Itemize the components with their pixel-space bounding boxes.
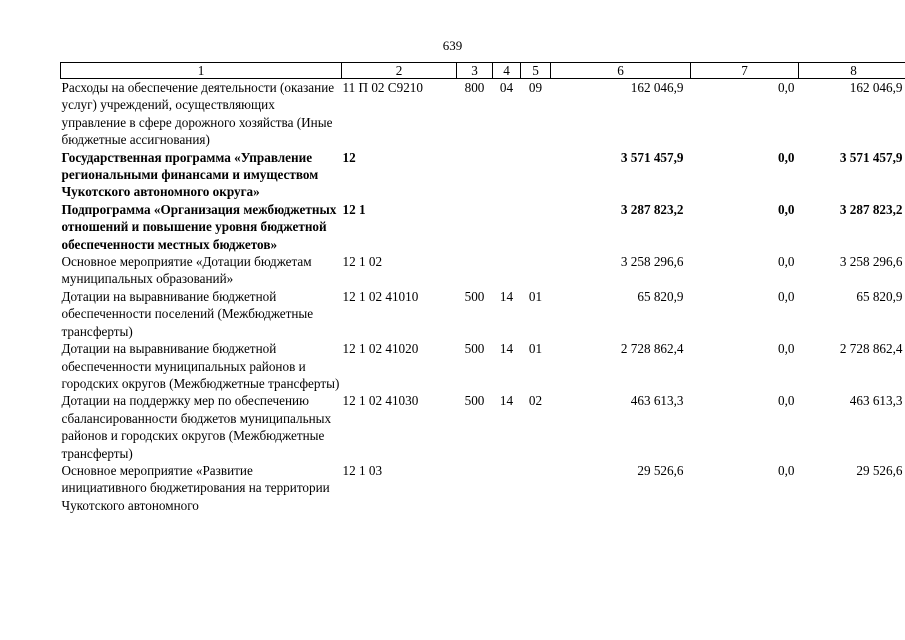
item-col-8: 3 287 823,2: [839, 201, 903, 217]
item-col-6: 3 287 823,2: [620, 201, 684, 217]
item-code: 12 1: [342, 201, 366, 217]
item-name: Подпрограмма «Организация межбюджетных отношений и повышение уровня бюджетной обеспеченности местных бюджетов»: [61, 201, 337, 252]
item-code: 12: [342, 149, 356, 165]
item-col-7: 0,0: [778, 341, 795, 357]
item-col-3: 800: [464, 80, 485, 95]
item-col-5: [521, 462, 551, 514]
header-row: [61, 63, 905, 79]
column-header-6: 6: [551, 63, 691, 79]
item-code: 12 1 03: [342, 462, 383, 478]
item-col-4: 14: [499, 341, 514, 357]
table-body: [61, 79, 905, 515]
item-col-4: [493, 201, 521, 253]
item-col-4: [493, 149, 521, 201]
column-header-5: 5: [521, 63, 551, 79]
table-header: [61, 63, 905, 79]
item-name: Расходы на обеспечение деятельности (оказание услуг) учреждений, осуществляющих управление в сфере дорожного хозяйства (Иные бюджетные ассигнования): [61, 80, 335, 148]
item-name: Дотации на выравнивание бюджетной обеспеченности муниципальных районов и городских округов (Межбюджетные трансферты): [61, 341, 340, 391]
item-col-8: 463 613,3: [849, 393, 903, 409]
item-col-3: [457, 149, 493, 201]
table-row: [61, 340, 905, 392]
item-col-4: 04: [499, 80, 514, 95]
column-header-8: 8: [799, 63, 905, 79]
column-header-7: 7: [691, 63, 799, 79]
item-col-3: 500: [464, 341, 485, 357]
item-col-6: 65 820,9: [637, 288, 684, 304]
item-col-3: [457, 201, 493, 253]
item-col-3: [457, 462, 493, 514]
item-col-5: 02: [528, 393, 543, 409]
item-col-6: 463 613,3: [630, 393, 684, 409]
item-col-7: 0,0: [778, 393, 795, 409]
item-col-8: 3 258 296,6: [839, 254, 903, 270]
item-code: 12 1 02 41020: [342, 341, 419, 357]
item-col-7: 0,0: [778, 462, 795, 478]
item-col-3: [457, 253, 493, 288]
item-name: Дотации на поддержку мер по обеспечению сбалансированности бюджетов муниципальных районов и городских округов (Межбюджетные трансферты): [61, 393, 332, 461]
item-col-3: 500: [464, 393, 485, 409]
item-col-6: 2 728 862,4: [620, 341, 684, 357]
table-row: [61, 201, 905, 253]
table-row: [61, 392, 905, 462]
table-row: [61, 288, 905, 340]
item-col-7: 0,0: [778, 201, 795, 217]
table-row: [61, 149, 905, 201]
item-code: 12 1 02: [342, 254, 383, 270]
item-name: Дотации на выравнивание бюджетной обеспеченности поселений (Межбюджетные трансферты): [61, 288, 314, 339]
column-header-1: 1: [61, 63, 342, 79]
item-col-4: 14: [499, 393, 514, 409]
item-col-7: 0,0: [778, 288, 795, 304]
item-col-8: 29 526,6: [856, 462, 903, 478]
page-number: 639: [442, 38, 463, 53]
item-code: 11 П 02 С9210: [342, 80, 423, 95]
item-col-6: 3 258 296,6: [620, 254, 684, 270]
column-header-3: 3: [457, 63, 493, 79]
item-code: 12 1 02 41010: [342, 288, 419, 304]
item-col-5: [521, 149, 551, 201]
table-row: [61, 253, 905, 288]
item-col-5: [521, 201, 551, 253]
item-code: 12 1 02 41030: [342, 393, 419, 409]
item-name: Основное мероприятие «Развитие инициативного бюджетирования на территории Чукотского автономного: [61, 462, 330, 513]
item-col-4: [493, 462, 521, 514]
budget-table: [60, 62, 905, 514]
item-col-4: [493, 253, 521, 288]
item-name: Государственная программа «Управление региональными финансами и имуществом Чукотского автономного округа»: [61, 149, 319, 200]
item-col-8: 65 820,9: [856, 288, 903, 304]
item-col-8: 162 046,9: [849, 80, 903, 95]
item-col-5: [521, 253, 551, 288]
item-col-8: 3 571 457,9: [839, 149, 903, 165]
item-col-3: 500: [464, 288, 485, 304]
table-row: [61, 462, 905, 514]
column-header-2: 2: [342, 63, 457, 79]
item-col-5: 01: [528, 341, 543, 357]
item-col-8: 2 728 862,4: [839, 341, 903, 357]
item-col-5: 01: [528, 288, 543, 304]
item-col-7: 0,0: [778, 80, 795, 95]
item-col-5: 09: [528, 80, 543, 95]
item-col-6: 3 571 457,9: [620, 149, 684, 165]
item-col-6: 162 046,9: [630, 80, 684, 95]
item-name: Основное мероприятие «Дотации бюджетам муниципальных образований»: [61, 254, 312, 287]
item-col-4: 14: [499, 288, 514, 304]
column-header-4: 4: [493, 63, 521, 79]
item-col-6: 29 526,6: [637, 462, 684, 478]
table-row: [61, 79, 905, 149]
item-col-7: 0,0: [778, 149, 795, 165]
item-col-7: 0,0: [778, 254, 795, 270]
